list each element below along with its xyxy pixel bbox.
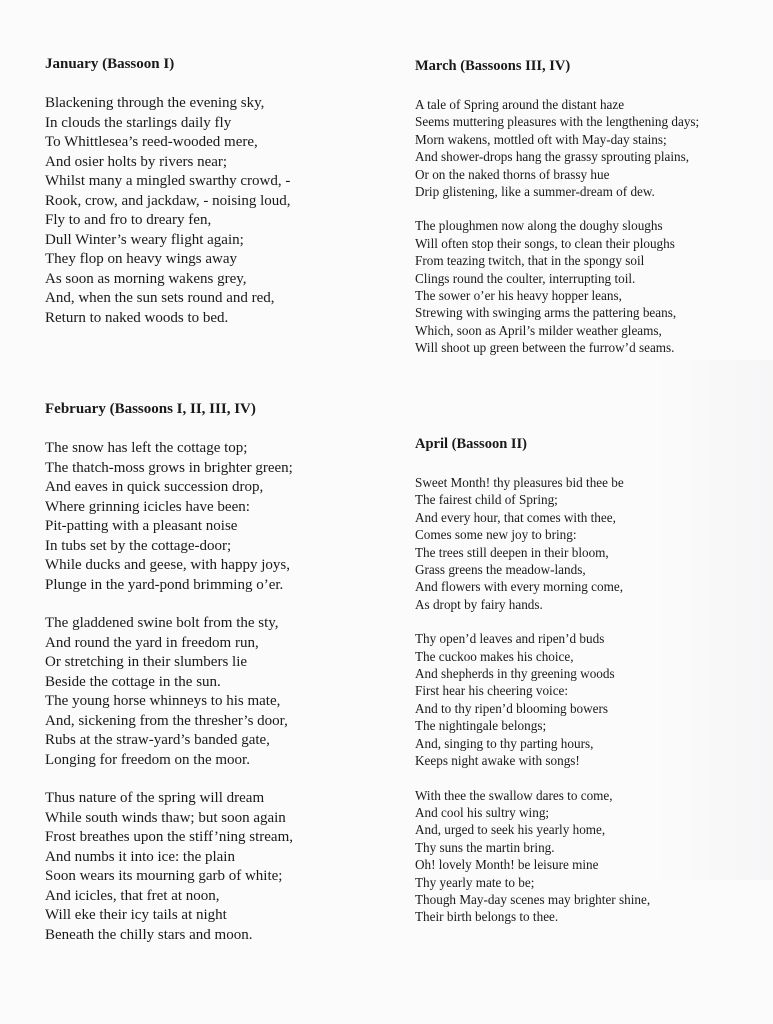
poem-line: First hear his cheering voice: [415, 683, 569, 699]
stanza [415, 787, 650, 926]
poem-line: The cuckoo makes his choice, [415, 648, 574, 664]
poem-line: Will eke their icy tails at night [45, 907, 227, 923]
poem-line: Or on the naked thorns of brassy hue [415, 166, 610, 182]
poem-body [415, 96, 699, 357]
poem-line: Morn wakens, mottled oft with May-day stains; [415, 131, 667, 147]
poem-line: And cool his sultry wing; [415, 804, 550, 820]
poem-line: In tubs set by the cottage-door; [45, 537, 232, 554]
poem-line: Comes some new joy to bring: [415, 527, 577, 543]
poem-line: The nightingale belongs; [415, 718, 547, 734]
poem-line: While south winds thaw; but soon again [45, 809, 286, 826]
poem-body [45, 94, 291, 328]
poem-body [415, 474, 650, 926]
poem-line: Fly to and fro to dreary fen, [45, 212, 212, 228]
poem-body [45, 439, 293, 945]
poem-line: Will shoot up green between the furrow’d seams. [415, 340, 675, 356]
poem-line: The young horse whinneys to his mate, [45, 693, 281, 709]
poem-line: Sweet Month! thy pleasures bid thee be [415, 475, 624, 490]
poem-heading: March (Bassoons III, IV) [415, 58, 571, 74]
poem-heading: February (Bassoons I, II, III, IV) [45, 401, 256, 417]
poem-line: And, sickening from the thresher’s door, [45, 712, 288, 729]
poem-line: Blackening through the evening sky, [45, 95, 265, 111]
poem-line: Rook, crow, and jackdaw, - noising loud, [45, 192, 291, 209]
poem-line: The ploughmen now along the doughy sloughs [415, 218, 663, 234]
poem-line: Plunge in the yard-pond brimming o’er. [45, 576, 284, 593]
poem-line: Seems muttering pleasures with the lengthening days; [415, 114, 700, 130]
poem-line: Dull Winter’s weary flight again; [45, 231, 244, 248]
stanza [45, 614, 293, 770]
poem-line: Whilst many a mingled swarthy crowd, - [45, 173, 291, 189]
poem-line: They flop on heavy wings away [45, 251, 238, 267]
poem-line: The snow has left the cottage top; [45, 440, 248, 456]
poem-line: Return to naked woods to bed. [45, 309, 229, 326]
poem-heading: April (Bassoon II) [415, 436, 527, 452]
poem-line: Beside the cottage in the sun. [45, 673, 221, 690]
poem-line: To Whittlesea’s reed-wooded mere, [45, 134, 258, 150]
poem-line: And every hour, that comes with thee, [415, 509, 616, 525]
poem-line: Or stretching in their slumbers lie [45, 654, 248, 670]
poem-line: Thus nature of the spring will dream [45, 790, 265, 806]
poem-line: And numbs it into ice: the plain [45, 848, 235, 865]
stanza-break [45, 595, 293, 614]
poem-line: Thy suns the martin bring. [415, 839, 555, 855]
poem-line: The fairest child of Spring; [415, 492, 558, 508]
poem-line: Soon wears its mourning garb of white; [45, 868, 283, 884]
page-bleed-shadow [653, 360, 773, 880]
poem-line: The sower o’er his heavy hopper leans, [415, 288, 622, 304]
stanza [415, 474, 650, 613]
stanza [45, 789, 293, 945]
poem-line: And eaves in quick succession drop, [45, 479, 264, 495]
poem-line: Which, soon as April’s milder weather gleams, [415, 322, 662, 338]
poem-line: And shepherds in thy greening woods [415, 666, 615, 682]
poem-line: And round the yard in freedom run, [45, 634, 259, 651]
poem-line: Grass greens the meadow-lands, [415, 562, 586, 578]
poem-line: And, urged to seek his yearly home, [415, 822, 606, 838]
poem-line: From teazing twitch, that in the spongy soil [415, 253, 645, 269]
poem-february [45, 400, 293, 945]
poem-line: Rubs at the straw-yard’s banded gate, [45, 732, 270, 748]
poem-line: Their birth belongs to thee. [415, 909, 559, 925]
poem-line: Will often stop their songs, to clean their ploughs [415, 235, 675, 251]
stanza-break [415, 613, 650, 630]
poem-line: And flowers with every morning come, [415, 579, 624, 595]
poem-line: Thy open’d leaves and ripen’d buds [415, 631, 605, 647]
poem-line: The thatch-moss grows in brighter green; [45, 459, 293, 476]
stanza-break [415, 200, 699, 217]
poem-line: In clouds the starlings daily fly [45, 114, 232, 131]
poem-line: And icicles, that fret at noon, [45, 887, 220, 904]
poem-line: With thee the swallow dares to come, [415, 787, 613, 803]
poem-line: As soon as morning wakens grey, [45, 270, 247, 287]
poem-line: A tale of Spring around the distant haze [415, 97, 625, 112]
stanza-break [45, 770, 293, 789]
stanza [415, 630, 650, 769]
stanza [415, 96, 699, 200]
stanza [415, 217, 699, 356]
poem-heading: January (Bassoon I) [45, 56, 175, 72]
poem-line: While ducks and geese, with happy joys, [45, 557, 290, 573]
poem-line: And to thy ripen’d blooming bowers [415, 700, 609, 716]
poem-line: Oh! lovely Month! be leisure mine [415, 857, 599, 873]
poem-line: And, when the sun sets round and red, [45, 290, 275, 306]
stanza [45, 439, 293, 595]
poem-line: And, singing to thy parting hours, [415, 735, 594, 751]
poem-line: Though May-day scenes may brighter shine, [415, 891, 651, 907]
stanza [45, 94, 291, 328]
poem-line: Where grinning icicles have been: [45, 498, 250, 515]
poem-line: The trees still deepen in their bloom, [415, 544, 609, 560]
poem-line: Longing for freedom on the moor. [45, 751, 250, 768]
stanza-break [415, 770, 650, 787]
poem-line: And osier holts by rivers near; [45, 153, 228, 170]
poem-line: As dropt by fairy hands. [415, 596, 543, 612]
poem-line: And shower-drops hang the grassy sprouting plains, [415, 149, 690, 165]
poem-line: Frost breathes upon the stiff’ning stream, [45, 829, 294, 845]
poem-line: Pit-patting with a pleasant noise [45, 518, 238, 534]
poem-line: The gladdened swine bolt from the sty, [45, 615, 279, 631]
poem-january [45, 55, 291, 328]
poem-march [415, 57, 699, 357]
poem-april [415, 435, 650, 926]
poem-line: Strewing with swinging arms the pattering beans, [415, 305, 677, 321]
poem-line: Beneath the chilly stars and moon. [45, 926, 253, 943]
poem-line: Clings round the coulter, interrupting toil. [415, 270, 636, 286]
poem-line: Drip glistening, like a summer-dream of dew. [415, 184, 655, 200]
poem-line: Keeps night awake with songs! [415, 753, 580, 769]
poem-line: Thy yearly mate to be; [415, 874, 535, 890]
